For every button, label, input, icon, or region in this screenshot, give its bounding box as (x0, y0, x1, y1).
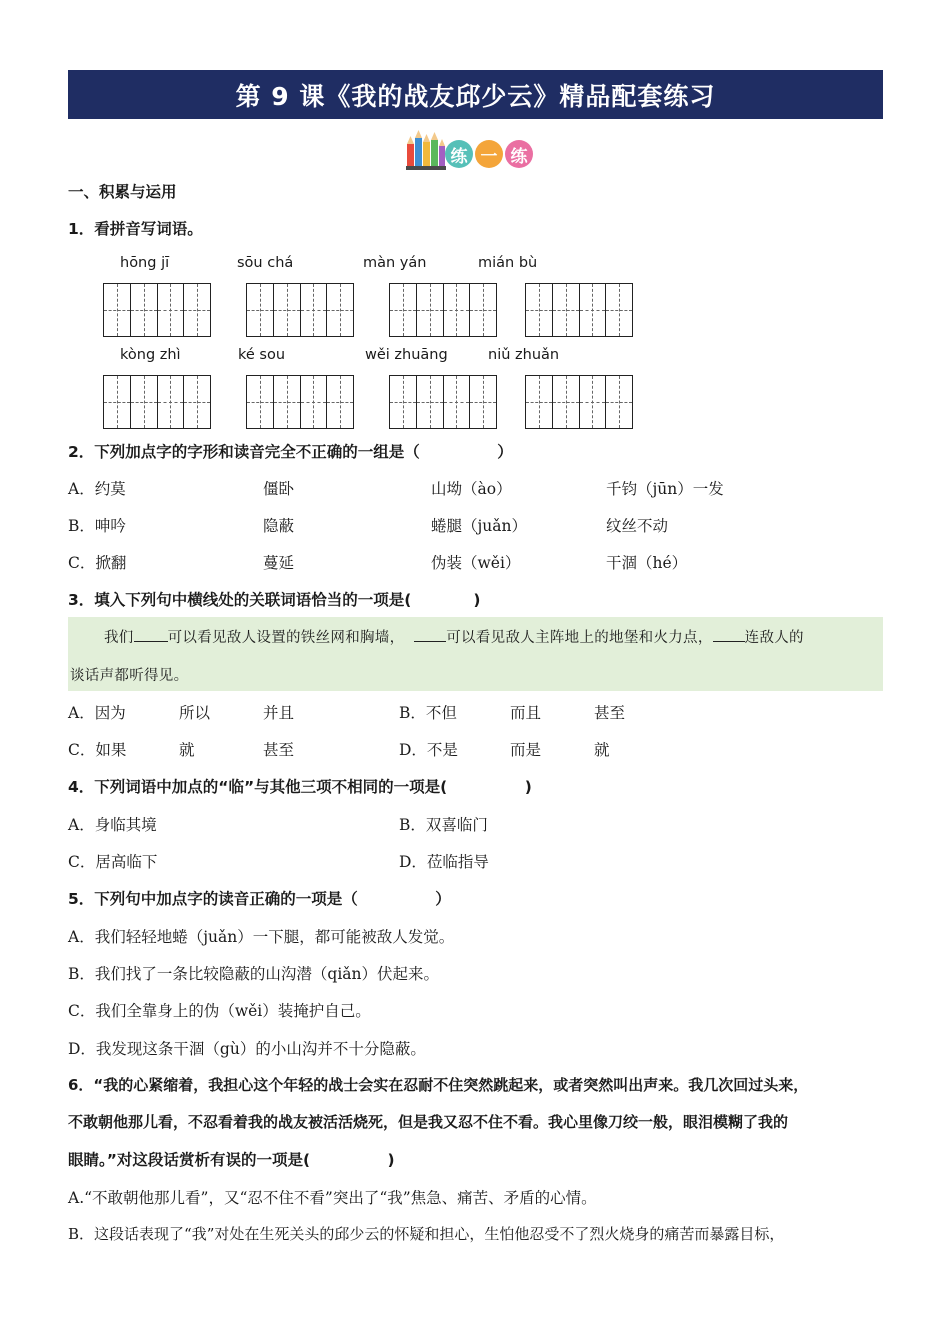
writing-grid[interactable] (103, 283, 211, 337)
section-heading: 一、积累与运用 (68, 183, 177, 201)
q3-title: 3．填入下列句中横线处的关联词语恰当的一项是( ) (68, 591, 481, 609)
option-text: 并且 (263, 704, 295, 722)
pinyin-label: kòng zhì (120, 347, 181, 363)
writing-grid[interactable] (525, 375, 633, 429)
passage-text: 我们 (104, 630, 134, 646)
pinyin-label: niǔ zhuǎn (488, 347, 560, 363)
option-text: A．身临其境 (68, 816, 157, 834)
pinyin-label: sōu chá (237, 255, 294, 271)
passage-text: 谈话声都听得见。 (70, 668, 189, 684)
option-text: 蔓延 (263, 554, 295, 572)
option-text: 蜷腿（juǎn） (431, 517, 528, 535)
option-text: C．居高临下 (68, 853, 158, 871)
option-text: 就 (179, 741, 195, 759)
badge-char-2: 一 (475, 140, 503, 168)
passage-text: 连敌人的 (744, 630, 804, 646)
pinyin-label: màn yán (363, 255, 427, 271)
option-text: 甚至 (263, 741, 295, 759)
option-text: 僵卧 (263, 480, 295, 498)
option-text: B．我们找了一条比较隐蔽的山沟潜（qiǎn）伏起来。 (68, 965, 439, 983)
option-text: B．这段话表现了“我”对处在生死关头的邱少云的怀疑和担心，生怕他忍受不了烈火烧身的痛苦而暴露目标， (68, 1225, 785, 1243)
passage-line (104, 626, 804, 647)
passage-text: 可以看见敌人设置的铁丝网和胸墙， (167, 630, 405, 646)
option-text: B．呻吟 (68, 517, 126, 535)
writing-grid[interactable] (389, 283, 497, 337)
badge-char-1: 练 (445, 140, 473, 168)
pinyin-label: mián bù (478, 255, 538, 271)
option-text: A．我们轻轻地蜷（juǎn）一下腿，都可能被敌人发觉。 (68, 928, 455, 946)
option-text: 伪装（wěi） (431, 554, 521, 572)
option-text: 就 (594, 741, 610, 759)
q6-text: 不敢朝他那儿看，不忍看着我的战友被活活烧死，但是我又忍不住不看。我心里像刀绞一般，眼泪模糊了我的 (68, 1113, 789, 1131)
q6-text: 眼睛。”对这段话赏析有误的一项是( ) (68, 1151, 395, 1169)
option-text: 隐蔽 (263, 517, 295, 535)
practice-badge (405, 128, 535, 172)
option-text: 干涸（hé） (606, 554, 688, 572)
writing-grid[interactable] (246, 283, 354, 337)
option-text: 山坳（ào） (431, 480, 512, 498)
option-text: 千钧（jūn）一发 (606, 480, 724, 498)
q5-title: 5．下列句中加点字的读音正确的一项是（ ） (68, 890, 451, 908)
pencils-icon (405, 128, 447, 172)
option-text: A．因为 (68, 704, 126, 722)
option-text: C．我们全靠身上的伪（wěi）装掩护自己。 (68, 1002, 371, 1020)
pinyin-label: hōng jī (120, 255, 170, 271)
option-text: D．不是 (399, 741, 458, 759)
q2-title: 2．下列加点字的字形和读音完全不正确的一组是（ ） (68, 443, 513, 461)
option-text: 所以 (179, 704, 211, 722)
q6-text: 6．“我的心紧缩着，我担心这个年轻的战士会实在忍耐不住突然跳起来，或者突然叫出声来。我几次回过头来， (68, 1076, 809, 1094)
pinyin-label: wěi zhuāng (365, 347, 448, 363)
badge-char-3: 练 (505, 140, 533, 168)
blank-line (713, 627, 745, 643)
option-text: 而且 (510, 704, 542, 722)
passage-text: 可以看见敌人主阵地上的地堡和火力点， (446, 630, 713, 646)
option-text: C．掀翻 (68, 554, 127, 572)
title-banner (68, 70, 883, 119)
option-text: D．莅临指导 (399, 853, 489, 871)
pinyin-label: ké sou (238, 347, 286, 363)
q4-title: 4．下列词语中加点的“临”与其他三项不相同的一项是( ) (68, 778, 532, 796)
q3-passage (68, 617, 883, 691)
option-text: 而是 (510, 741, 542, 759)
option-text: B．不但 (399, 704, 457, 722)
option-text: 纹丝不动 (606, 517, 669, 535)
writing-grid[interactable] (246, 375, 354, 429)
blank-line (134, 627, 168, 643)
q1-title: 1．看拼音写词语。 (68, 220, 203, 238)
writing-grid[interactable] (103, 375, 211, 429)
option-text: 甚至 (594, 704, 626, 722)
option-text: B．双喜临门 (399, 816, 488, 834)
page-title: 第 9 课《我的战友邱少云》精品配套练习 (235, 81, 716, 111)
option-text: A．约莫 (68, 480, 126, 498)
blank-line (414, 627, 446, 643)
option-text: D．我发现这条干涸（gù）的小山沟并不十分隐蔽。 (68, 1040, 426, 1058)
option-text: A.“不敢朝他那儿看”，又“忍不住不看”突出了“我”焦急、痛苦、矛盾的心情。 (68, 1189, 597, 1207)
writing-grid[interactable] (525, 283, 633, 337)
writing-grid[interactable] (389, 375, 497, 429)
option-text: C．如果 (68, 741, 127, 759)
